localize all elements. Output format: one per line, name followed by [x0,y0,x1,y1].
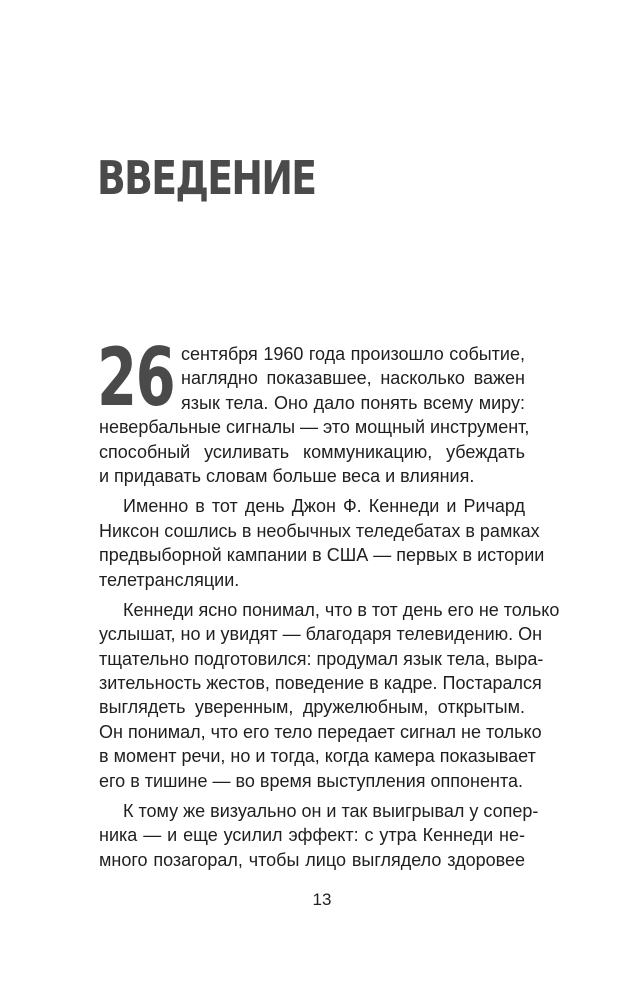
text-line: тщательно подготовился: продумал язык тела, выра- [99,648,544,669]
text-line: много позагорал, чтобы лицо выглядело здоровее [99,849,525,870]
body-text [99,342,560,872]
text-line: наглядно показавшее, насколько важен [181,368,525,389]
chapter-title: ВВЕДЕНИЕ [97,151,316,205]
text-line: в момент речи, но и тогда, когда камера показывает [99,746,536,767]
text-line: К тому же визуально он и так выигрывал у сопер- [123,801,539,822]
page-number: 13 [312,890,332,909]
text-line: сентября 1960 года произошло событие, [181,344,525,364]
text-line: Именно в тот день Джон Ф. Кеннеди и Ричард [123,496,525,517]
text-line: услышат, но и увидят — благодаря телевидению. Он [99,624,543,645]
text-line: его в тишине — во время выступления оппонента. [99,770,523,791]
text-line: Никсон сошлись в необычных теледебатах в рамках [99,520,540,541]
text-line: зительность жестов, поведение в кадре. Постарался [99,673,542,694]
drop-cap: 26 [97,331,175,424]
paragraph [99,494,545,592]
paragraph [99,799,539,872]
text-line: ника — и еще усилил эффект: с утра Кеннеди не- [99,825,525,846]
text-line: предвыборной кампании в США — первых в истории [99,545,545,566]
paragraph [99,598,560,793]
text-line: Кеннеди ясно понимал, что в тот день его не только [123,599,560,620]
text-line: выглядеть уверенным, дружелюбным, открытым. [99,697,525,718]
text-line: телетрансляции. [99,569,240,590]
text-line: невербальные сигналы — это мощный инструмент, [99,417,530,438]
text-line: и придавать словам больше веса и влияния. [99,465,475,486]
paragraph [99,342,530,488]
text-line: Он понимал, что его тело передает сигнал не только [99,721,542,742]
text-line: язык тела. Оно дало понять всему миру: [181,392,525,413]
text-line: способный усиливать коммуникацию, убеждать [99,441,525,462]
